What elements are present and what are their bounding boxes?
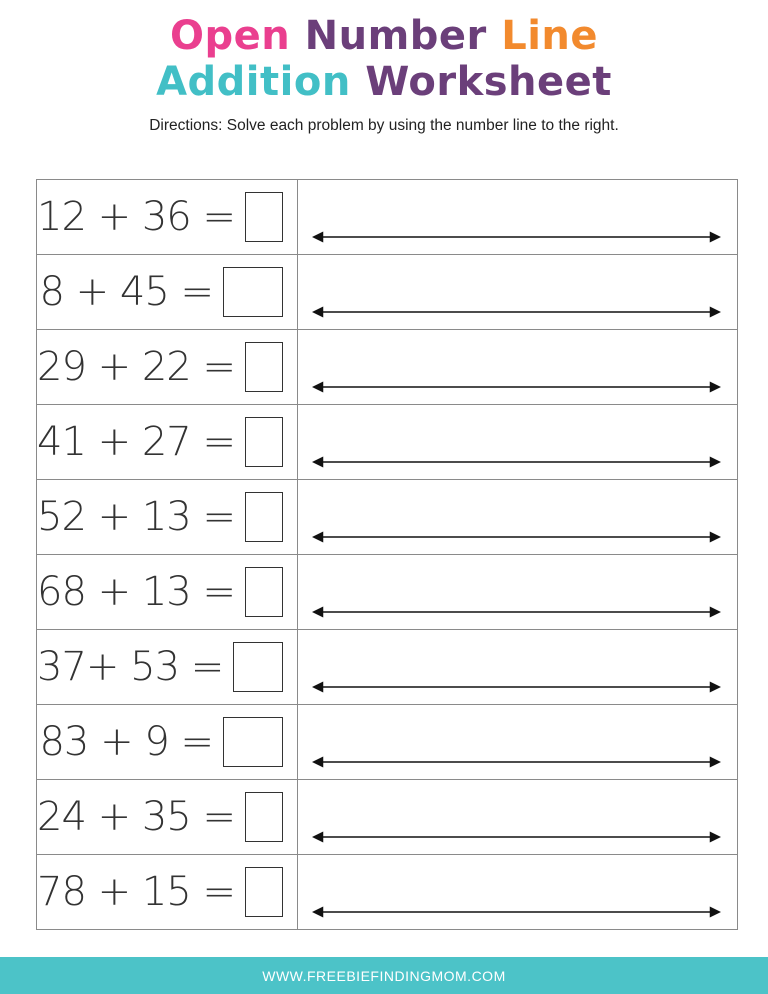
title-word-number: Number xyxy=(304,13,502,59)
title-word-line: Line xyxy=(501,13,599,59)
problem-equation: 68 + 13 = xyxy=(37,569,235,615)
number-line-cell xyxy=(298,480,737,554)
problem-equation: 78 + 15 = xyxy=(37,869,235,915)
number-line-arrow xyxy=(312,455,721,469)
problem-row xyxy=(37,480,737,555)
answer-box[interactable] xyxy=(233,642,283,692)
problem-row xyxy=(37,630,737,705)
problem-equation: 12 + 36 = xyxy=(37,194,235,240)
problem-cell xyxy=(37,405,298,479)
number-line-cell xyxy=(298,180,737,254)
problem-cell xyxy=(37,705,298,779)
number-line-cell xyxy=(298,255,737,329)
number-line-arrow xyxy=(312,905,721,919)
title-word-addition: Addition xyxy=(156,59,366,105)
footer-website-link[interactable]: WWW.FREEBIEFINDINGMOM.COM xyxy=(262,967,506,984)
number-line-arrow xyxy=(312,230,721,244)
problem-cell xyxy=(37,255,298,329)
answer-box[interactable] xyxy=(245,867,283,917)
number-line-cell xyxy=(298,855,737,929)
problem-cell xyxy=(37,330,298,404)
number-line-cell xyxy=(298,630,737,704)
worksheet-title-line-2 xyxy=(0,59,768,105)
problem-row xyxy=(37,555,737,630)
number-line-cell xyxy=(298,780,737,854)
footer-band xyxy=(0,957,768,994)
problem-cell xyxy=(37,855,298,929)
problem-equation: 24 + 35 = xyxy=(37,794,235,840)
problem-table xyxy=(36,179,738,930)
problem-cell xyxy=(37,780,298,854)
number-line-cell xyxy=(298,330,737,404)
problem-equation: 52 + 13 = xyxy=(37,494,235,540)
number-line-cell xyxy=(298,705,737,779)
problem-cell xyxy=(37,180,298,254)
problem-row xyxy=(37,255,737,330)
problem-cell xyxy=(37,480,298,554)
number-line-arrow xyxy=(312,380,721,394)
answer-box[interactable] xyxy=(223,717,283,767)
number-line-arrow xyxy=(312,830,721,844)
title-word-open: Open xyxy=(169,13,305,59)
number-line-arrow xyxy=(312,530,721,544)
answer-box[interactable] xyxy=(245,567,283,617)
answer-box[interactable] xyxy=(245,342,283,392)
number-line-arrow xyxy=(312,605,721,619)
directions-text: Directions: Solve each problem by using the number line to the right. xyxy=(149,117,619,134)
problem-equation: 41 + 27 = xyxy=(37,419,235,465)
problem-row xyxy=(37,405,737,480)
problem-equation: 29 + 22 = xyxy=(37,344,235,390)
problem-row xyxy=(37,330,737,405)
problem-row xyxy=(37,705,737,780)
number-line-arrow xyxy=(312,680,721,694)
answer-box[interactable] xyxy=(245,417,283,467)
answer-box[interactable] xyxy=(223,267,283,317)
problem-equation: 37+ 53 = xyxy=(37,644,224,690)
title-word-worksheet: Worksheet xyxy=(365,59,612,105)
problem-row xyxy=(37,855,737,930)
problem-equation: 8 + 45 = xyxy=(39,269,213,315)
problem-row xyxy=(37,780,737,855)
number-line-cell xyxy=(298,405,737,479)
problem-cell xyxy=(37,630,298,704)
number-line-arrow xyxy=(312,305,721,319)
number-line-cell xyxy=(298,555,737,629)
problem-cell xyxy=(37,555,298,629)
answer-box[interactable] xyxy=(245,192,283,242)
answer-box[interactable] xyxy=(245,492,283,542)
answer-box[interactable] xyxy=(245,792,283,842)
number-line-arrow xyxy=(312,755,721,769)
problem-row xyxy=(37,180,737,255)
worksheet-title-line-1 xyxy=(0,13,768,59)
problem-equation: 83 + 9 = xyxy=(39,719,213,765)
